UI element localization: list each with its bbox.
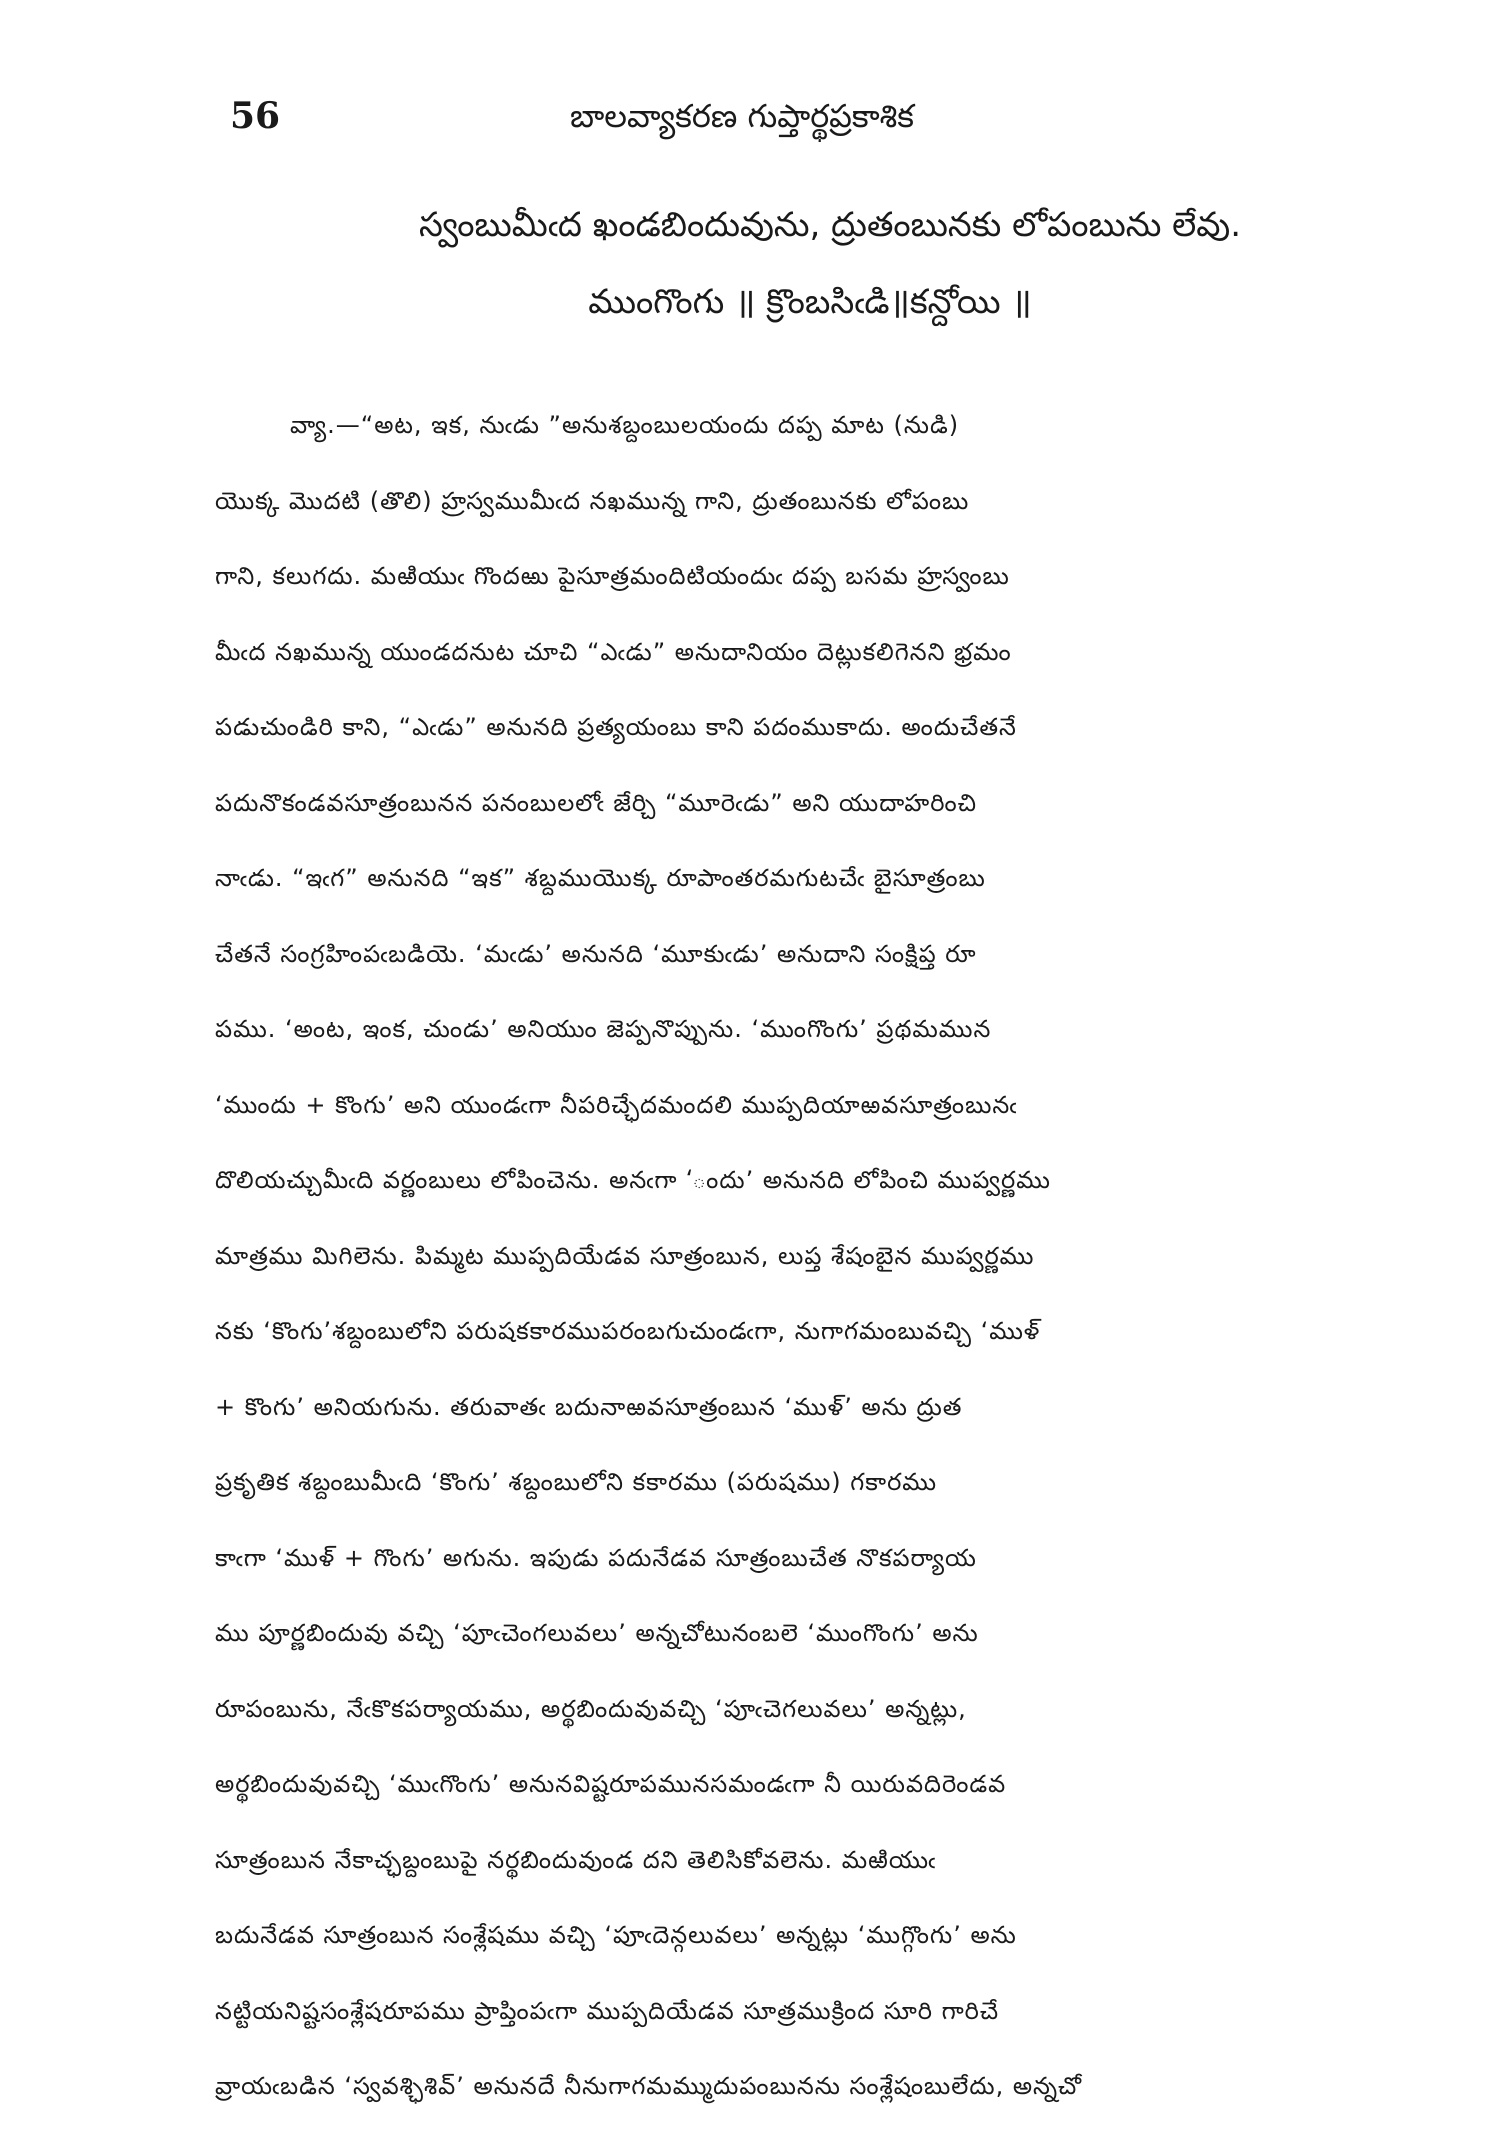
commentary-line: చేతనే సంగ్రహింపఁబడియె. ‘మఁడు’ అనునది ‘మూకుఁడు’ అనుదాని సంక్షిప్త రూ xyxy=(215,939,977,968)
commentary-line: పడుచుండిరి కాని, “ఎఁడు” అనునది ప్రత్యయంబు కాని పదంముకాదు. అందుచేతనే xyxy=(215,713,1017,741)
commentary-line: యొక్క మొదటి (తొలి) హ్రస్వముమీఁద నఖమున్న గాని, ద్రుతంబునకు లోపంబు xyxy=(215,486,970,515)
commentary-line: పము. ‘అంట, ఇంక, చుండు’ అనియుం జెప్పనొప్పును. ‘ముంగొంగు’ ప్రథమమున xyxy=(215,1015,992,1043)
commentary-line: ‘ముందు + కొంగు’ అని యుండఁగా నీపరిచ్ఛేదమందలి ముప్పదియాఱవసూత్రంబునఁ xyxy=(215,1090,1018,1119)
commentary-line: మీఁద నఖమున్న యుండదనుట చూచి “ఎఁడు” అనుదానియం దెట్లుకలిగెనని భ్రమం xyxy=(215,637,1012,666)
page-header xyxy=(230,95,1270,155)
commentary-line: సూత్రంబున నేకాచ్ఛబ్దంబుపై నర్థబిందువుండ దని తెలిసికోవలెను. మఱియుఁ xyxy=(215,1845,937,1874)
verse-line-2: ముంగొంగు ॥ క్రొంబసిఁడి॥కన్దోయి ॥ xyxy=(588,282,1032,322)
commentary-line: నాఁడు. “ఇఁగ” అనునది “ఇక” శబ్దముయొక్క రూపాంతరమగుటచేఁ బైసూత్రంబు xyxy=(215,864,986,892)
commentary-line: బదునేడవ సూత్రంబున సంశ్లేషము వచ్చి ‘పూఁదెన్గలువలు’ అన్నట్లు ‘ముగ్గొంగు’ అను xyxy=(215,1921,1017,1949)
commentary-line: నకు ‘కొంగు’శబ్దంబులోని పరుషకకారముపరంబగుచుండఁగా, నుగాగమంబువచ్చి ‘ముళ్ xyxy=(215,1317,1041,1345)
commentary-line: దొలియచ్చుమీఁది వర్ణంబులు లోపించెను. అనఁగా ‘ందు’ అనునది లోపించి ముప్వర్ణము xyxy=(215,1166,1051,1194)
verse-line-1: స్వంబుమీఁద ఖండబిందువును, ద్రుతంబునకు లోపంబును లేవు. xyxy=(418,205,1242,245)
page-number: 56 xyxy=(230,95,281,137)
commentary-line: వ్యా.—“అట, ఇక, నుఁడు ”అనుశబ్దంబులయందు దప్ప మాట (నుడి) xyxy=(290,411,960,439)
commentary-line: ము పూర్ణబిందువు వచ్చి ‘పూఁచెంగలువలు’ అన్నచోటునంబలె ‘ముంగొంగు’ అను xyxy=(215,1619,979,1647)
commentary-line: రూపంబును, నేఁకొకపర్యాయము, అర్థబిందువువచ్చి ‘పూఁచెగలువలు’ అన్నట్లు, xyxy=(215,1694,967,1723)
running-title: బాలవ్యాకరణ గుప్తార్థప్రకాశిక xyxy=(570,97,914,135)
commentary-line: + కొంగు’ అనియగును. తరువాతఁ బదునాఱవసూత్రంబున ‘ముళ్’ అను ద్రుత xyxy=(215,1392,963,1421)
commentary-line: మాత్రము మిగిలెను. పిమ్మట ముప్పదియేడవ సూత్రంబున, లుప్త శేషంబైన ముప్వర్ణము xyxy=(215,1241,1035,1270)
commentary-line: అర్థబిందువువచ్చి ‘ముఁగొంగు’ అనునవిష్టరూపమునసమండఁగా నీ యిరువదిరెండవ xyxy=(215,1770,1007,1798)
commentary-text xyxy=(215,395,1290,2132)
commentary-line: వ్రాయఁబడిన ‘స్వవశ్ఛిశివ్’ అనునదే నీనుగాగమమ్ముదుపంబునను సంశ్లేషంబులేదు, అన్నచో xyxy=(215,2072,1083,2100)
commentary-line: గాని, కలుగదు. మఱియుఁ గొందఱు పైసూత్రమందిటియందుఁ దప్ప బసమ హ్రస్వంబు xyxy=(215,562,1010,590)
commentary-line: కాఁగా ‘ముళ్ + గొంగు’ అగును. ఇపుడు పదునేడవ సూత్రంబుచేత నొకపర్యాయ xyxy=(215,1543,977,1572)
commentary-line: ప్రకృతిక శబ్దంబుమీఁది ‘కొంగు’ శబ్దంబులోని కకారము (పరుషము) గకారము xyxy=(215,1468,938,1496)
commentary-line: పదునొకండవసూత్రంబునన పనంబులలోఁ జేర్చి “మూరెఁడు” అని యుదాహరించి xyxy=(215,788,977,817)
commentary-line: నట్టియనిష్టసంశ్లేషరూపము ప్రాప్తింపఁగా ముప్పదియేడవ సూత్రముక్రింద సూరి గారిచే xyxy=(215,1996,1000,2025)
